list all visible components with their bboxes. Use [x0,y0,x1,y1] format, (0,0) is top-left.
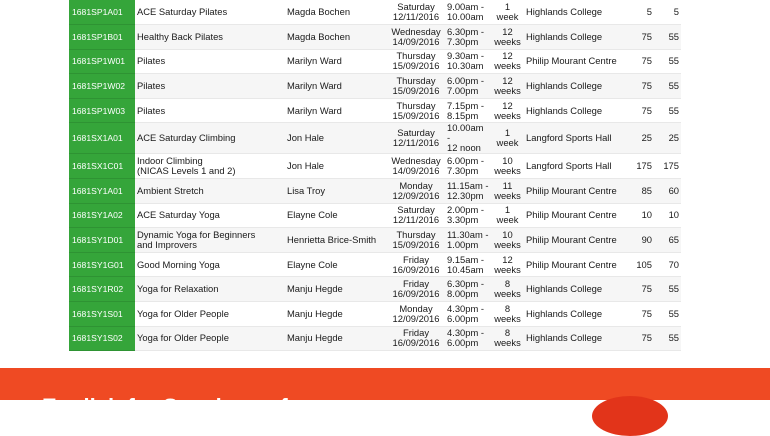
course-time [443,302,491,327]
course-fee: 75 [630,326,657,351]
course-time [443,154,491,179]
course-venue: Highlands College [524,0,630,25]
table-row [69,49,681,74]
course-start-day [389,228,443,253]
course-title: Pilates [135,74,285,99]
course-day: Thursday [396,229,436,241]
course-date: 16/09/2016 [392,288,440,300]
course-end-time: 10.00am [447,11,484,23]
course-title: Pilates [135,49,285,74]
course-day: Saturday [397,1,435,13]
course-start-day [389,154,443,179]
course-end-time: 8.00pm [447,288,479,300]
banner-decoration [592,396,668,436]
table-row [69,98,681,123]
course-end-time: 7.00pm [447,85,479,97]
course-venue: Philip Mourant Centre [524,203,630,228]
course-tutor: Jon Hale [285,123,389,154]
course-concession-fee: 55 [657,98,681,123]
course-length: 12 weeks [491,49,524,74]
course-venue: Philip Mourant Centre [524,49,630,74]
course-start-time: 4.30pm - [447,302,484,314]
course-venue: Philip Mourant Centre [524,228,630,253]
course-concession-fee: 55 [657,277,681,302]
course-end-time: 10.45am [447,263,484,275]
course-date: 12/11/2016 [392,214,440,226]
course-start-time: 11.15am - [447,179,489,191]
course-end-time: 12.30pm [447,189,484,201]
course-start-day [389,203,443,228]
course-date: 14/09/2016 [392,165,440,177]
course-start-day [389,252,443,277]
course-start-day [389,277,443,302]
course-venue: Langford Sports Hall [524,154,630,179]
course-date: 12/09/2016 [392,312,440,324]
course-date: 15/09/2016 [392,109,440,121]
course-time [443,228,491,253]
course-tutor: Elayne Cole [285,203,389,228]
course-time [443,123,491,154]
course-start-time: 2.00pm - [447,204,484,216]
course-time [443,203,491,228]
course-end-time: 12 noon [447,142,481,154]
course-code: 1681SP1W01 [69,49,135,74]
course-length: 12 weeks [491,98,524,123]
course-start-time: 6.30pm - [447,25,484,37]
course-date: 15/09/2016 [392,60,440,72]
course-fee: 85 [630,179,657,204]
course-fee: 5 [630,0,657,25]
course-concession-fee: 10 [657,203,681,228]
course-tutor: Manju Hegde [285,277,389,302]
course-time [443,0,491,25]
course-date: 15/09/2016 [392,239,440,251]
course-length: 8 weeks [491,326,524,351]
course-start-time: 11.30am - [447,229,489,241]
course-code: 1681SY1S02 [69,326,135,351]
course-venue: Langford Sports Hall [524,123,630,154]
course-tutor: Henrietta Brice-Smith [285,228,389,253]
course-title: Yoga for Older People [135,326,285,351]
course-start-day [389,49,443,74]
course-code: 1681SX1C01 [69,154,135,179]
course-day: Thursday [396,50,436,62]
course-start-day [389,74,443,99]
table-row [69,74,681,99]
course-start-day [389,326,443,351]
course-date: 16/09/2016 [392,263,440,275]
table-row [69,179,681,204]
course-fee: 75 [630,302,657,327]
course-fee: 75 [630,277,657,302]
course-day: Saturday [397,204,435,216]
course-day: Friday [402,327,430,339]
course-concession-fee: 55 [657,74,681,99]
course-start-day [389,179,443,204]
course-concession-fee: 5 [657,0,681,25]
course-start-time: 4.30pm - [447,327,484,339]
course-concession-fee: 175 [657,154,681,179]
course-title: ACE Saturday Yoga [135,203,285,228]
table-row [69,326,681,351]
course-venue: Highlands College [524,98,630,123]
course-tutor: Marilyn Ward [285,74,389,99]
course-time [443,74,491,99]
course-title: Pilates [135,98,285,123]
course-end-time: 10.30am [447,60,484,72]
course-time [443,98,491,123]
course-concession-fee: 70 [657,252,681,277]
course-day: Friday [402,278,430,290]
course-code: 1681SP1W03 [69,98,135,123]
course-date: 12/11/2016 [392,11,440,23]
course-concession-fee: 55 [657,302,681,327]
course-start-time: 9.00am - [447,1,484,13]
table-row [69,203,681,228]
course-tutor: Lisa Troy [285,179,389,204]
course-end-time: 6.00pm [447,337,479,349]
course-code: 1681SP1A01 [69,0,135,25]
course-venue: Highlands College [524,25,630,50]
course-date: 14/09/2016 [392,35,440,47]
course-code: 1681SY1A02 [69,203,135,228]
course-concession-fee: 25 [657,123,681,154]
course-tutor: Elayne Cole [285,252,389,277]
course-fee: 75 [630,74,657,99]
table-row [69,302,681,327]
course-tutor: Marilyn Ward [285,49,389,74]
course-concession-fee: 55 [657,326,681,351]
course-length: 12 weeks [491,74,524,99]
course-venue: Highlands College [524,326,630,351]
course-day: Thursday [396,75,436,87]
course-end-time: 6.00pm [447,312,479,324]
course-day: Saturday [397,127,435,139]
course-start-time: 9.30am - [447,50,484,62]
table-row [69,154,681,179]
course-start-time: 6.00pm - [447,75,484,87]
course-length: 8 weeks [491,277,524,302]
course-start-time: 9.15am - [447,253,484,265]
banner-title: English for Speakers of [42,394,288,419]
course-start-time: 6.30pm - [447,278,484,290]
course-fee: 175 [630,154,657,179]
bottom-banner [0,368,770,419]
course-date: 16/09/2016 [392,337,440,349]
course-fee: 75 [630,49,657,74]
course-concession-fee: 60 [657,179,681,204]
table-row [69,123,681,154]
course-fee: 105 [630,252,657,277]
table-row [69,25,681,50]
course-venue: Philip Mourant Centre [524,179,630,204]
course-day: Monday [399,179,433,191]
course-concession-fee: 55 [657,49,681,74]
course-venue: Highlands College [524,277,630,302]
course-start-time: 6.00pm - [447,155,484,167]
course-code: 1681SP1B01 [69,25,135,50]
course-venue: Philip Mourant Centre [524,252,630,277]
course-start-day [389,0,443,25]
course-fee: 10 [630,203,657,228]
course-code: 1681SY1G01 [69,252,135,277]
course-time [443,179,491,204]
course-length: 1 week [491,0,524,25]
course-end-time: 7.30pm [447,35,479,47]
table-row [69,277,681,302]
course-length: 1 week [491,203,524,228]
course-time [443,25,491,50]
course-concession-fee: 55 [657,25,681,50]
course-fee: 75 [630,25,657,50]
course-title: Yoga for Relaxation [135,277,285,302]
course-start-time: 10.00am - [447,122,484,144]
course-title: Ambient Stretch [135,179,285,204]
course-code: 1681SY1A01 [69,179,135,204]
course-day: Thursday [396,99,436,111]
course-length: 11 weeks [491,179,524,204]
course-venue: Highlands College [524,74,630,99]
course-title: ACE Saturday Pilates [135,0,285,25]
course-fee: 25 [630,123,657,154]
course-length: 10 weeks [491,154,524,179]
course-code: 1681SP1W02 [69,74,135,99]
course-date: 15/09/2016 [392,85,440,97]
course-table [69,0,681,351]
table-row [69,228,681,253]
course-tutor: Manju Hegde [285,326,389,351]
course-time [443,252,491,277]
course-day: Monday [399,302,433,314]
course-date: 12/09/2016 [392,189,440,201]
course-tutor: Magda Bochen [285,25,389,50]
course-length: 12 weeks [491,25,524,50]
course-start-day [389,123,443,154]
course-title: Healthy Back Pilates [135,25,285,50]
course-day: Wednesday [391,155,441,167]
course-fee: 75 [630,98,657,123]
course-code: 1681SY1R02 [69,277,135,302]
course-end-time: 8.15pm [447,109,479,121]
course-tutor: Jon Hale [285,154,389,179]
course-length: 1 week [491,123,524,154]
course-date: 12/11/2016 [392,137,440,149]
course-title: Yoga for Older People [135,302,285,327]
course-length: 12 weeks [491,252,524,277]
course-length: 10 weeks [491,228,524,253]
course-length: 8 weeks [491,302,524,327]
course-end-time: 1.00pm [447,239,479,251]
course-tutor: Manju Hegde [285,302,389,327]
course-tutor: Magda Bochen [285,0,389,25]
course-title: Dynamic Yoga for Beginners and Improvers [135,228,285,253]
course-code: 1681SY1S01 [69,302,135,327]
course-title: ACE Saturday Climbing [135,123,285,154]
course-day: Wednesday [391,25,441,37]
course-end-time: 7.30pm [447,165,479,177]
course-code: 1681SX1A01 [69,123,135,154]
course-venue: Highlands College [524,302,630,327]
course-tutor: Marilyn Ward [285,98,389,123]
course-title: Indoor Climbing (NICAS Levels 1 and 2) [135,154,285,179]
course-time [443,326,491,351]
course-code: 1681SY1D01 [69,228,135,253]
course-time [443,277,491,302]
course-time [443,49,491,74]
course-start-day [389,98,443,123]
course-start-time: 7.15pm - [447,99,484,111]
course-title: Good Morning Yoga [135,252,285,277]
course-fee: 90 [630,228,657,253]
course-start-day [389,25,443,50]
course-concession-fee: 65 [657,228,681,253]
course-end-time: 3.30pm [447,214,479,226]
course-day: Friday [402,253,430,265]
course-start-day [389,302,443,327]
table-row [69,0,681,25]
table-row [69,252,681,277]
